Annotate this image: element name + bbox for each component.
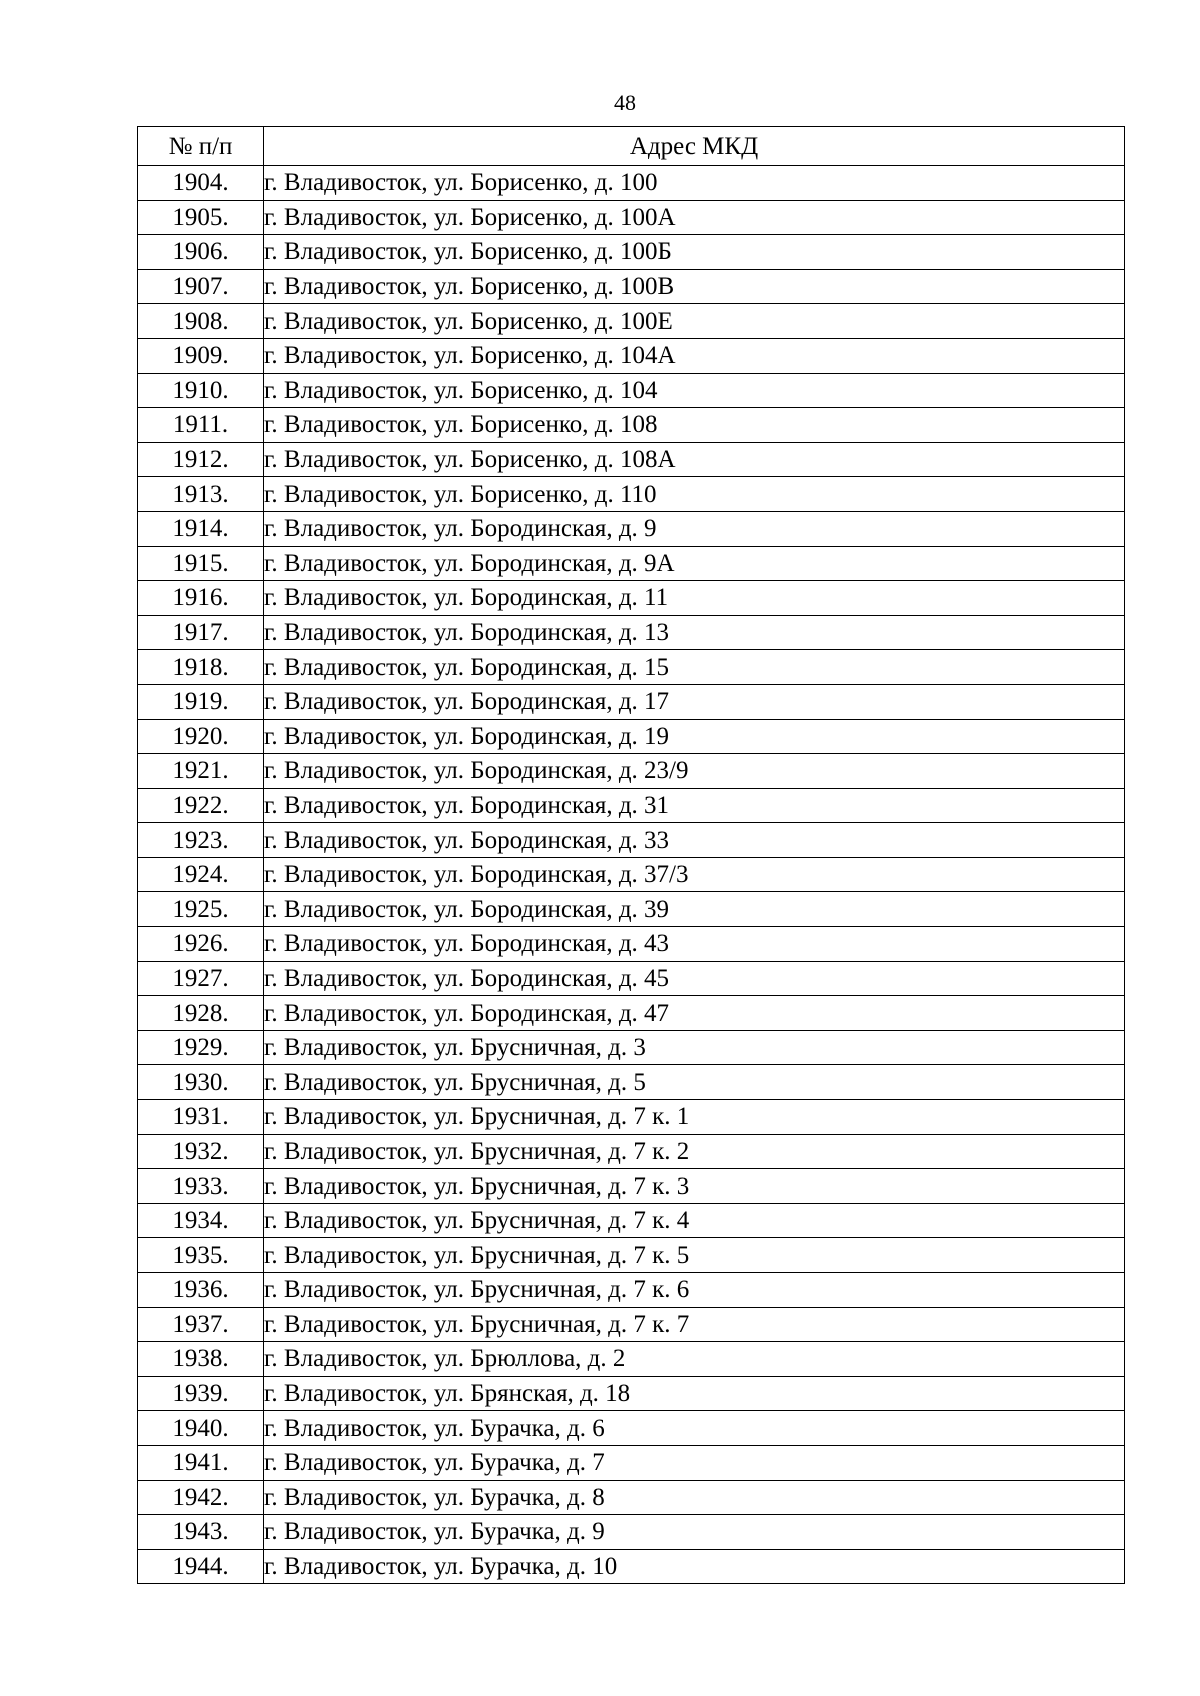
row-number: 1943. <box>138 1515 264 1550</box>
table-row <box>138 1411 1125 1446</box>
table-row <box>138 235 1125 270</box>
row-address: г. Владивосток, ул. Борисенко, д. 108 <box>264 408 1125 443</box>
page-number: 48 <box>614 90 636 115</box>
table-row <box>138 338 1125 373</box>
row-address: г. Владивосток, ул. Бородинская, д. 15 <box>264 650 1125 685</box>
row-address: г. Владивосток, ул. Бородинская, д. 11 <box>264 581 1125 616</box>
row-address: г. Владивосток, ул. Брусничная, д. 5 <box>264 1065 1125 1100</box>
row-address: г. Владивосток, ул. Бородинская, д. 45 <box>264 961 1125 996</box>
row-number: 1922. <box>138 788 264 823</box>
table-row <box>138 892 1125 927</box>
row-number: 1918. <box>138 650 264 685</box>
row-address: г. Владивосток, ул. Брусничная, д. 7 к. 6 <box>264 1273 1125 1308</box>
row-number: 1931. <box>138 1100 264 1135</box>
row-number: 1907. <box>138 269 264 304</box>
table-row <box>138 1065 1125 1100</box>
table-header-row <box>138 127 1125 166</box>
row-address: г. Владивосток, ул. Брусничная, д. 3 <box>264 1030 1125 1065</box>
row-number: 1906. <box>138 235 264 270</box>
row-number: 1909. <box>138 338 264 373</box>
table-row <box>138 996 1125 1031</box>
row-address: г. Владивосток, ул. Борисенко, д. 108А <box>264 442 1125 477</box>
row-address: г. Владивосток, ул. Брусничная, д. 7 к. 1 <box>264 1100 1125 1135</box>
table-row <box>138 581 1125 616</box>
header-number: № п/п <box>138 127 264 166</box>
row-number: 1913. <box>138 477 264 512</box>
row-address: г. Владивосток, ул. Бородинская, д. 9А <box>264 546 1125 581</box>
table-row <box>138 1238 1125 1273</box>
row-address: г. Владивосток, ул. Борисенко, д. 104 <box>264 373 1125 408</box>
row-address: г. Владивосток, ул. Бородинская, д. 33 <box>264 823 1125 858</box>
row-number: 1944. <box>138 1549 264 1584</box>
table-row <box>138 1480 1125 1515</box>
row-number: 1940. <box>138 1411 264 1446</box>
row-number: 1932. <box>138 1134 264 1169</box>
table-row <box>138 857 1125 892</box>
row-number: 1934. <box>138 1203 264 1238</box>
row-number: 1941. <box>138 1445 264 1480</box>
table-body <box>138 166 1125 1584</box>
row-address: г. Владивосток, ул. Брюллова, д. 2 <box>264 1342 1125 1377</box>
table-row <box>138 373 1125 408</box>
row-number: 1908. <box>138 304 264 339</box>
row-address: г. Владивосток, ул. Бородинская, д. 43 <box>264 927 1125 962</box>
address-table <box>137 126 1125 1584</box>
header-address: Адрес МКД <box>264 127 1125 166</box>
row-number: 1915. <box>138 546 264 581</box>
row-address: г. Владивосток, ул. Бородинская, д. 47 <box>264 996 1125 1031</box>
table-row <box>138 304 1125 339</box>
row-number: 1927. <box>138 961 264 996</box>
row-address: г. Владивосток, ул. Брусничная, д. 7 к. 7 <box>264 1307 1125 1342</box>
row-number: 1904. <box>138 166 264 201</box>
row-address: г. Владивосток, ул. Борисенко, д. 100Б <box>264 235 1125 270</box>
table-row <box>138 1342 1125 1377</box>
row-address: г. Владивосток, ул. Бурачка, д. 9 <box>264 1515 1125 1550</box>
table-row <box>138 477 1125 512</box>
row-number: 1924. <box>138 857 264 892</box>
row-address: г. Владивосток, ул. Бородинская, д. 23/9 <box>264 754 1125 789</box>
row-address: г. Владивосток, ул. Борисенко, д. 110 <box>264 477 1125 512</box>
table-row <box>138 166 1125 201</box>
table-row <box>138 719 1125 754</box>
row-address: г. Владивосток, ул. Бородинская, д. 17 <box>264 684 1125 719</box>
row-number: 1928. <box>138 996 264 1031</box>
row-number: 1920. <box>138 719 264 754</box>
row-address: г. Владивосток, ул. Бурачка, д. 8 <box>264 1480 1125 1515</box>
row-number: 1905. <box>138 200 264 235</box>
row-number: 1939. <box>138 1376 264 1411</box>
row-address: г. Владивосток, ул. Брусничная, д. 7 к. 4 <box>264 1203 1125 1238</box>
row-address: г. Владивосток, ул. Брусничная, д. 7 к. 5 <box>264 1238 1125 1273</box>
row-number: 1929. <box>138 1030 264 1065</box>
row-number: 1921. <box>138 754 264 789</box>
table-row <box>138 1134 1125 1169</box>
table-row <box>138 1549 1125 1584</box>
row-address: г. Владивосток, ул. Брусничная, д. 7 к. 2 <box>264 1134 1125 1169</box>
row-number: 1935. <box>138 1238 264 1273</box>
row-number: 1938. <box>138 1342 264 1377</box>
table-row <box>138 1169 1125 1204</box>
table-row <box>138 1307 1125 1342</box>
table-row <box>138 1100 1125 1135</box>
row-number: 1919. <box>138 684 264 719</box>
row-number: 1925. <box>138 892 264 927</box>
row-address: г. Владивосток, ул. Бородинская, д. 13 <box>264 615 1125 650</box>
table-row <box>138 650 1125 685</box>
row-number: 1910. <box>138 373 264 408</box>
table-row <box>138 927 1125 962</box>
table-row <box>138 615 1125 650</box>
row-address: г. Владивосток, ул. Бородинская, д. 9 <box>264 511 1125 546</box>
table-row <box>138 1445 1125 1480</box>
table-row <box>138 684 1125 719</box>
table-row <box>138 754 1125 789</box>
row-number: 1912. <box>138 442 264 477</box>
row-address: г. Владивосток, ул. Брусничная, д. 7 к. 3 <box>264 1169 1125 1204</box>
table-row <box>138 1030 1125 1065</box>
row-number: 1936. <box>138 1273 264 1308</box>
row-address: г. Владивосток, ул. Борисенко, д. 104А <box>264 338 1125 373</box>
row-address: г. Владивосток, ул. Борисенко, д. 100В <box>264 269 1125 304</box>
table-row <box>138 408 1125 443</box>
table-row <box>138 200 1125 235</box>
row-address: г. Владивосток, ул. Бурачка, д. 10 <box>264 1549 1125 1584</box>
table-row <box>138 788 1125 823</box>
table-row <box>138 1376 1125 1411</box>
row-number: 1926. <box>138 927 264 962</box>
row-number: 1933. <box>138 1169 264 1204</box>
row-address: г. Владивосток, ул. Борисенко, д. 100 <box>264 166 1125 201</box>
row-address: г. Владивосток, ул. Бородинская, д. 19 <box>264 719 1125 754</box>
row-address: г. Владивосток, ул. Бородинская, д. 39 <box>264 892 1125 927</box>
table-row <box>138 546 1125 581</box>
row-address: г. Владивосток, ул. Бородинская, д. 37/3 <box>264 857 1125 892</box>
row-address: г. Владивосток, ул. Бурачка, д. 7 <box>264 1445 1125 1480</box>
row-number: 1911. <box>138 408 264 443</box>
row-number: 1923. <box>138 823 264 858</box>
table-row <box>138 1515 1125 1550</box>
row-address: г. Владивосток, ул. Бурачка, д. 6 <box>264 1411 1125 1446</box>
row-address: г. Владивосток, ул. Борисенко, д. 100А <box>264 200 1125 235</box>
table-row <box>138 269 1125 304</box>
table-row <box>138 511 1125 546</box>
row-address: г. Владивосток, ул. Борисенко, д. 100Е <box>264 304 1125 339</box>
row-number: 1930. <box>138 1065 264 1100</box>
table-row <box>138 1273 1125 1308</box>
row-number: 1916. <box>138 581 264 616</box>
table-row <box>138 1203 1125 1238</box>
row-number: 1942. <box>138 1480 264 1515</box>
row-address: г. Владивосток, ул. Бородинская, д. 31 <box>264 788 1125 823</box>
row-number: 1914. <box>138 511 264 546</box>
row-number: 1937. <box>138 1307 264 1342</box>
row-number: 1917. <box>138 615 264 650</box>
table-row <box>138 823 1125 858</box>
table-row <box>138 961 1125 996</box>
row-address: г. Владивосток, ул. Брянская, д. 18 <box>264 1376 1125 1411</box>
table-row <box>138 442 1125 477</box>
